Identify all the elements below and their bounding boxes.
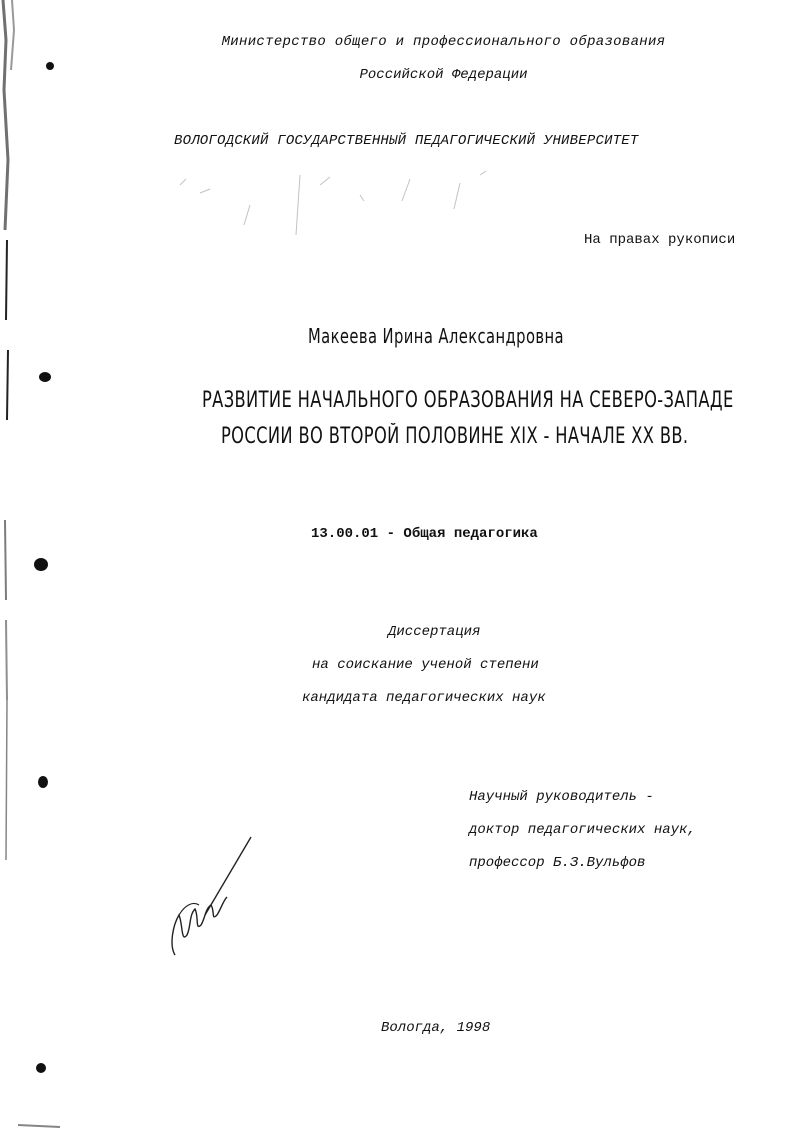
ministry-heading: Министерство общего и профессионального образования <box>221 34 666 50</box>
punch-hole-mark <box>39 372 51 382</box>
faint-stamp-marks <box>160 165 500 245</box>
rights-note: На правах рукописи <box>584 232 736 248</box>
university-name: ВОЛОГОДСКИЙ ГОСУДАРСТВЕННЫЙ ПЕДАГОГИЧЕСКИЙ УНИВЕРСИТЕТ <box>174 133 639 149</box>
scan-edge-artifacts <box>0 0 60 1133</box>
punch-hole-mark <box>38 776 48 788</box>
city-year: Вологда, 1998 <box>381 1020 491 1036</box>
punch-hole-mark <box>36 1063 46 1073</box>
punch-hole-mark <box>34 558 48 571</box>
degree-name: кандидата педагогических наук <box>302 690 546 706</box>
author-name: Макеева Ирина Александровна <box>308 324 565 348</box>
federation-heading: Российской Федерации <box>359 67 528 83</box>
dissertation-label: Диссертация <box>388 624 481 640</box>
supervisor-name: профессор Б.З.Вульфов <box>469 855 646 871</box>
supervisor-degree: доктор педагогических наук, <box>469 822 696 838</box>
specialty-code: 13.00.01 - Общая педагогика <box>311 526 538 542</box>
supervisor-label: Научный руководитель - <box>469 789 654 805</box>
handwritten-signature <box>165 835 265 965</box>
dissertation-title-line-1: РАЗВИТИЕ НАЧАЛЬНОГО ОБРАЗОВАНИЯ НА СЕВЕРО-ЗАПАДЕ <box>202 388 734 413</box>
degree-purpose: на соискание ученой степени <box>312 657 539 673</box>
dissertation-title-line-2: РОССИИ ВО ВТОРОЙ ПОЛОВИНЕ XIX - НАЧАЛЕ XX ВВ. <box>221 424 689 449</box>
